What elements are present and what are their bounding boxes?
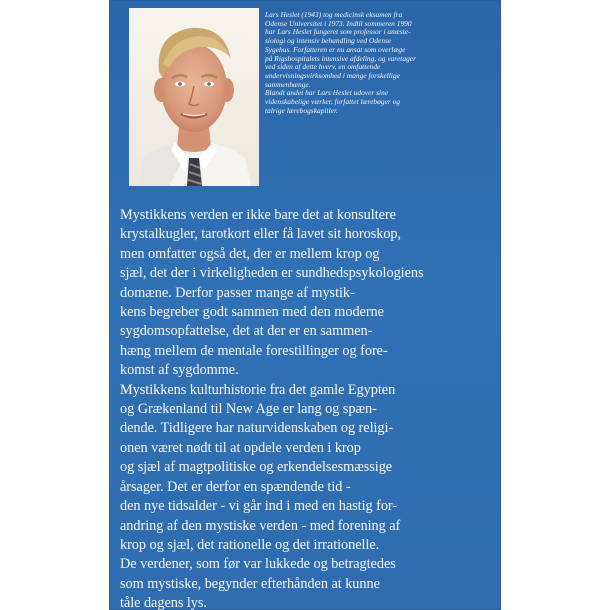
author-photo <box>129 8 259 186</box>
book-back-cover <box>109 0 501 610</box>
bio-line: Sygehus. Forfatteren er nu ansat som overlæge <box>265 44 406 54</box>
bio-line: har Lars Heslet fungeret som professor i anæste- <box>265 27 411 37</box>
blurb-line: årsager. Det er derfor en spændende tid - <box>120 478 351 495</box>
blurb-line: men omfatter også det, der er mellem krop og <box>120 245 380 262</box>
blurb-line: kens begreber godt sammen med den moderne <box>120 304 384 321</box>
bio-line: ved siden af dette hverv, en omfattende <box>265 62 381 72</box>
bio-line: videnskabelige værker, forfattet lærebøger og <box>265 97 401 107</box>
blurb-line: og sjæl af magtpolitiske og erkendelsesmæssige <box>120 459 393 476</box>
author-bio <box>265 11 497 115</box>
blurb-line: den nye tidsalder - vi går ind i med en hastig for- <box>120 498 398 515</box>
blurb-line: sygdomsopfattelse, det at der er en sammen- <box>120 323 373 340</box>
blurb-line: tåle dagens lys. <box>120 595 207 610</box>
blurb-line: og Grækenland til New Age er lang og spæn- <box>120 401 377 418</box>
bio-line: Blandt andet har Lars Heslet udover sine <box>265 88 389 98</box>
blurb-line: krystalkugler, tarotkort eller få lavet sit horoskop, <box>120 226 402 243</box>
blurb-text <box>120 206 498 610</box>
author-portrait-image <box>129 8 259 186</box>
blurb-line: hæng mellem de mentale forestillinger og fore- <box>120 342 388 359</box>
blurb-line: som mystiske, begynder efterhånden at kunne <box>120 575 380 592</box>
blurb-line: onen været nødt til at opdele verden i krop <box>120 439 361 456</box>
bio-line: sammenhænge. <box>265 79 311 89</box>
blurb-line: Mystikkens kulturhistorie fra det gamle Egypten <box>120 381 396 398</box>
bio-line: på Rigshospitalets intensive afdeling, og varetager <box>265 53 417 63</box>
blurb-line: sjæl, det der i virkeligheden er sundhedspsykologiens <box>120 265 424 282</box>
blurb-line: domæne. Derfor passer mange af mystik- <box>120 284 355 301</box>
blurb-line: Mystikkens verden er ikke bare det at konsultere <box>120 207 396 223</box>
bio-paragraph <box>265 11 497 115</box>
bio-line: talrige lærebogskapitler. <box>265 105 338 115</box>
back-cover-blurb <box>120 206 498 610</box>
bio-line: undervisningsvirksomhed i mange forskellige <box>265 70 400 80</box>
blurb-line: dende. Tidligere har naturvidenskaben og religi- <box>120 420 394 437</box>
bio-line: siologi og intensiv behandling ved Odense <box>265 36 392 46</box>
blurb-line: krop og sjæl, det rationelle og det irrationelle. <box>120 536 380 553</box>
bio-line: Odense Universitet i 1973. Indtil sommeren 1990 <box>265 18 412 28</box>
blurb-line: komst af sygdomme. <box>120 362 239 379</box>
blurb-line: De verdener, som før var lukkede og betragtedes <box>120 556 396 573</box>
bio-line: Lars Heslet (1943) tog medicinsk eksamen fra <box>265 10 403 19</box>
blurb-line: andring af den mystiske verden - med forening af <box>120 517 401 534</box>
